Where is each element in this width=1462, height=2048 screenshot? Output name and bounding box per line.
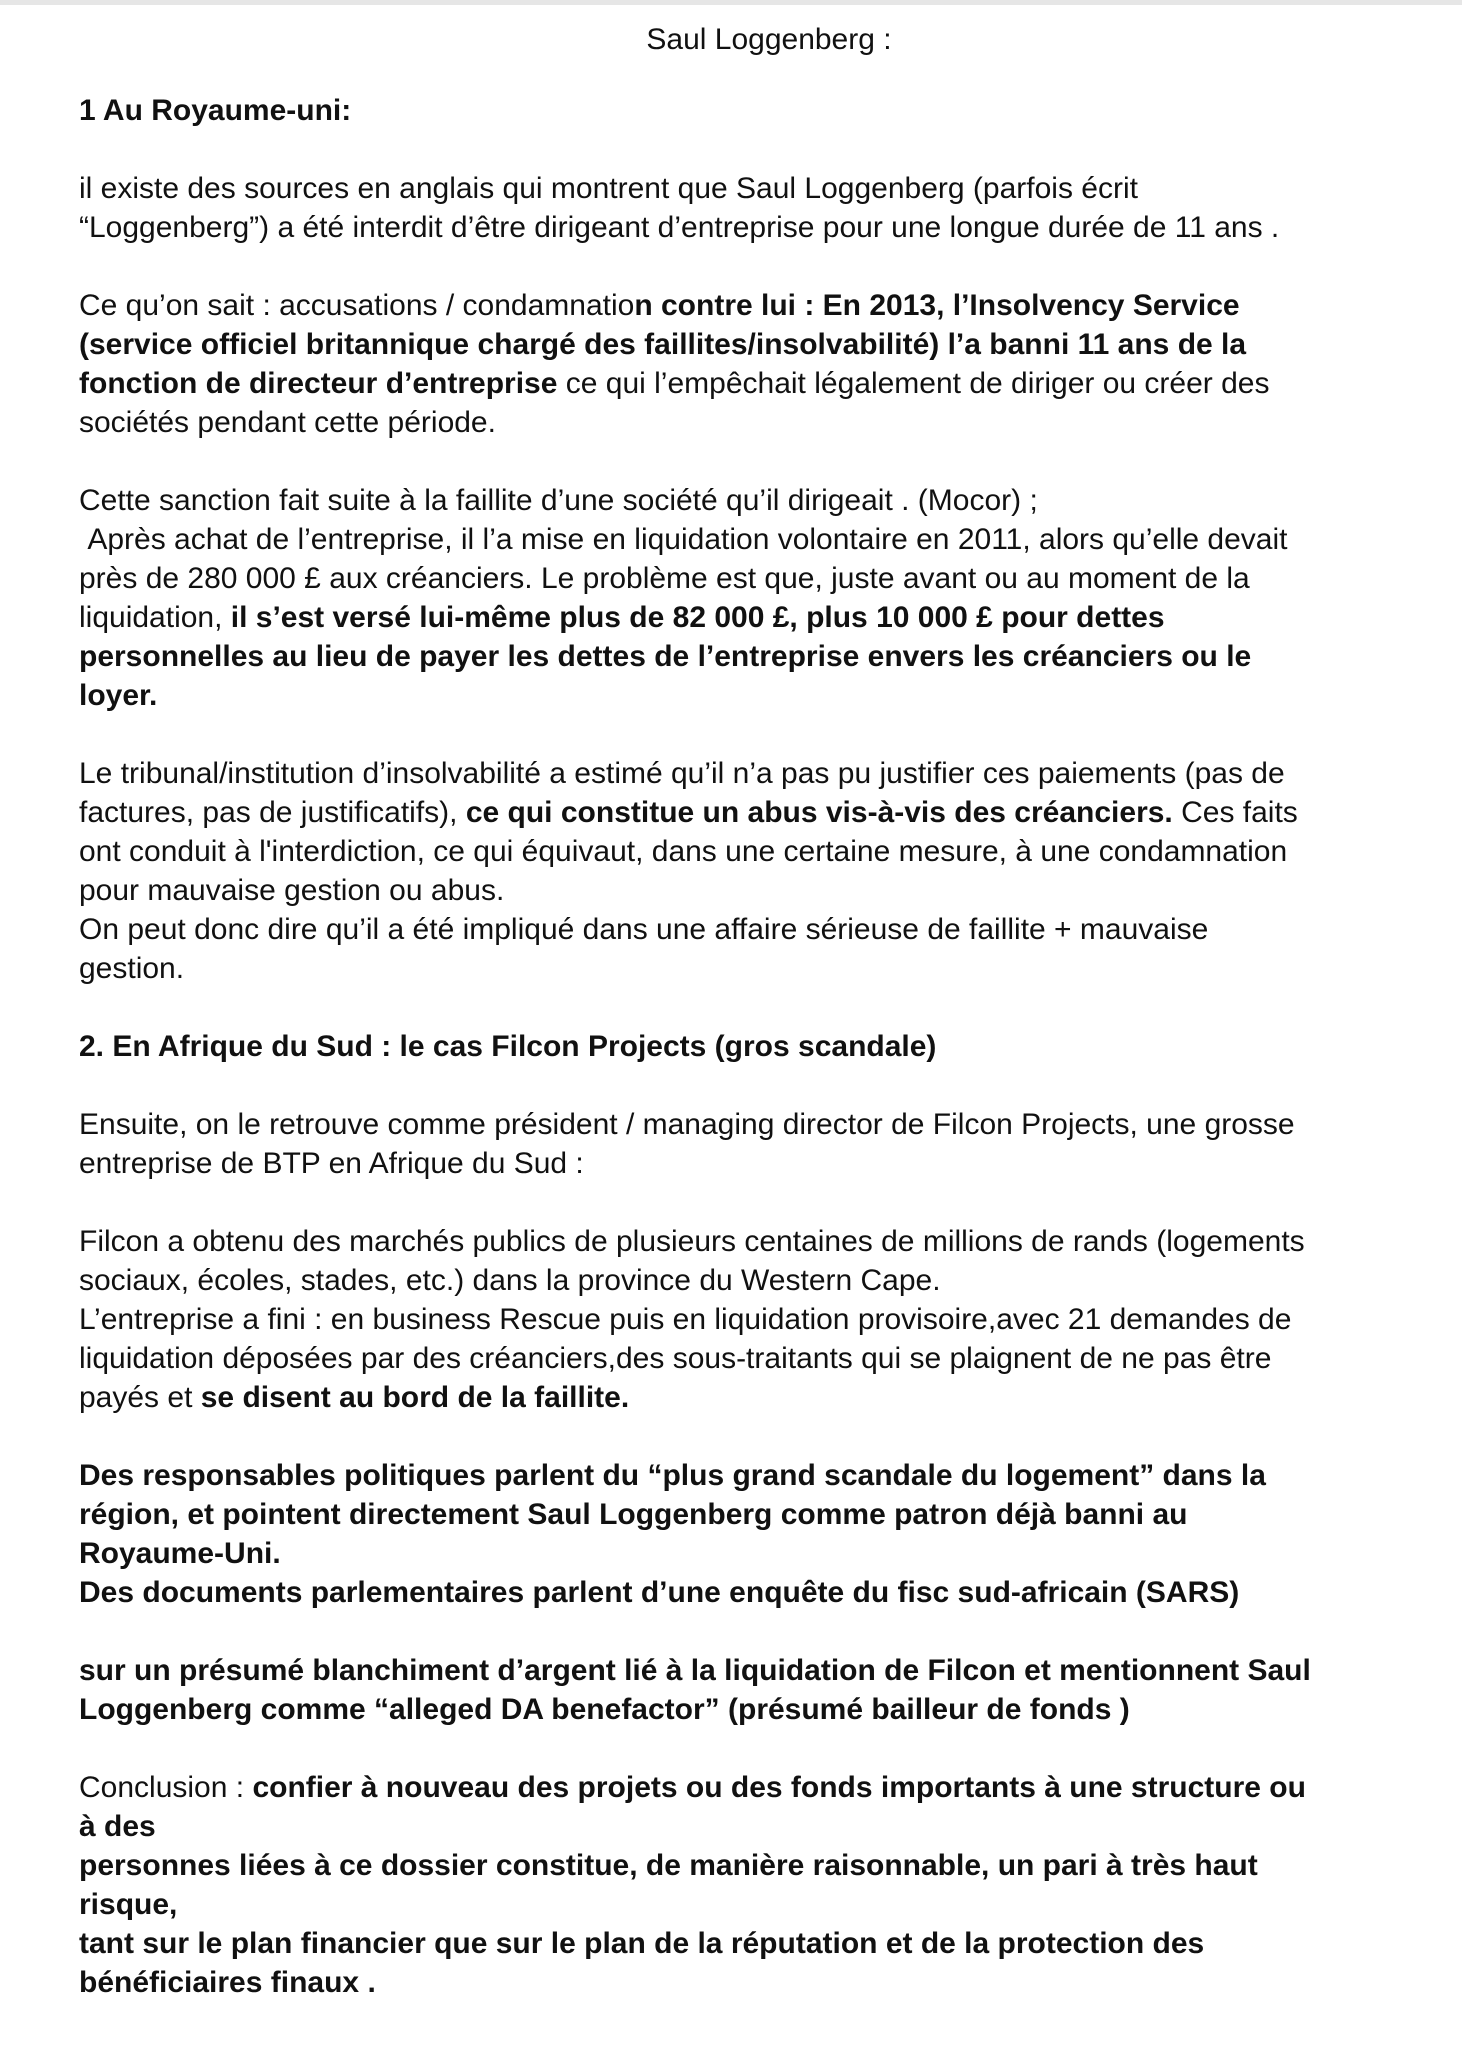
paragraph-uk-ban-intro: il existe des sources en anglais qui montrent que Saul Loggenberg (parfois écrit “Loggenberg”) a été interdit d’être dirigeant d’entreprise pour une longue durée de 11 ans . [79,172,1280,244]
section-1-heading: 1 Au Royaume-uni: [79,94,352,127]
bold-text-run: confier à nouveau des projets ou des fonds importants à une structure ou à des personnes liées à ce dossier constitue, de manière raisonnable, un pari à très haut risque, tant sur le plan financier que sur le plan de la réputation et de la protection des bénéficiaires finaux . [79,1771,1306,1999]
document-body [79,20,1419,2002]
paragraph-conclusion [79,1768,1419,2002]
section-2-heading: 2. En Afrique du Sud : le cas Filcon Projects (gros scandale) [79,1030,937,1063]
text-run: Ce qu’on sait : accusations / condamnatio [79,289,635,322]
paragraph-filcon-intro: Ensuite, on le retrouve comme président / managing director de Filcon Projects, une grosse entreprise de BTP en Afrique du Sud : [79,1108,1295,1180]
paragraph-money-laundering: sur un présumé blanchiment d’argent lié à la liquidation de Filcon et mentionnent Saul Loggenberg comme “alleged DA benefactor” (présumé bailleur de fonds ) [79,1654,1311,1726]
document-title: Saul Loggenberg : [646,23,892,56]
text-run: ce qui l’empêchait légalement de diriger ou créer des sociétés pendant cette période. [79,367,1270,439]
paragraph-insolvency-service [79,286,1419,442]
text-run: Ces faits ont conduit à l'interdiction, ce qui équivaut, dans une certaine mesure, à une condamnation pour mauvaise gestion ou abus. On peut donc dire qu’il a été impliqué dans une affaire sérieuse de faillite + mauvaise gestion. [79,796,1298,985]
paragraph-filcon-contracts [79,1222,1419,1417]
text-run: Le tribunal/institution d’insolvabilité a estimé qu’il n’a pas pu justifier ces paiements (pas de factures, pas de justificatifs), [79,757,1285,829]
bold-text-run: ce qui constitue un abus vis-à-vis des créanciers. [465,796,1173,829]
text-run: Filcon a obtenu des marchés publics de plusieurs centaines de millions de rands (logements sociaux, écoles, stades, etc.) dans la province du Western Cape. L’entreprise a fini : en business Rescue puis en liquidation provisoire,avec 21 demandes de liquidation déposées par des créanciers,des sous-traitants qui se plaignent de ne pas être payés et [79,1225,1305,1414]
paragraph-tribunal-findings [79,754,1419,988]
bold-text-run: se disent au bord de la faillite. [200,1381,630,1414]
paragraph-mocor-liquidation [79,481,1419,715]
paragraph-political-statements: Des responsables politiques parlent du “plus grand scandale du logement” dans la région, et pointent directement Saul Loggenberg comme patron déjà banni au Royaume-Uni. Des documents parlementaires parlent d’une enquête du fisc sud-africain (SARS) [79,1459,1266,1609]
page-top-border [0,0,1462,5]
bold-text-run: n contre lui : En 2013, l’Insolvency Service (service officiel britannique chargé des faillites/insolvabilité) l’a banni 11 ans de la fonction de directeur d’entreprise [79,289,1247,400]
conclusion-label: Conclusion : [79,1771,253,1804]
text-run: Cette sanction fait suite à la faillite d’une société qu’il dirigeait . (Mocor) ; Après achat de l’entreprise, il l’a mise en liquidation volontaire en 2011, alors qu’elle devait près de 280 000 £ aux créanciers. Le problème est que, juste avant ou au moment de la liquidation, [79,484,1288,634]
bold-text-run: il s’est versé lui-même plus de 82 000 £, plus 10 000 £ pour dettes personnelles au lieu de payer les dettes de l’entreprise envers les créanciers ou le loyer. [79,601,1252,712]
